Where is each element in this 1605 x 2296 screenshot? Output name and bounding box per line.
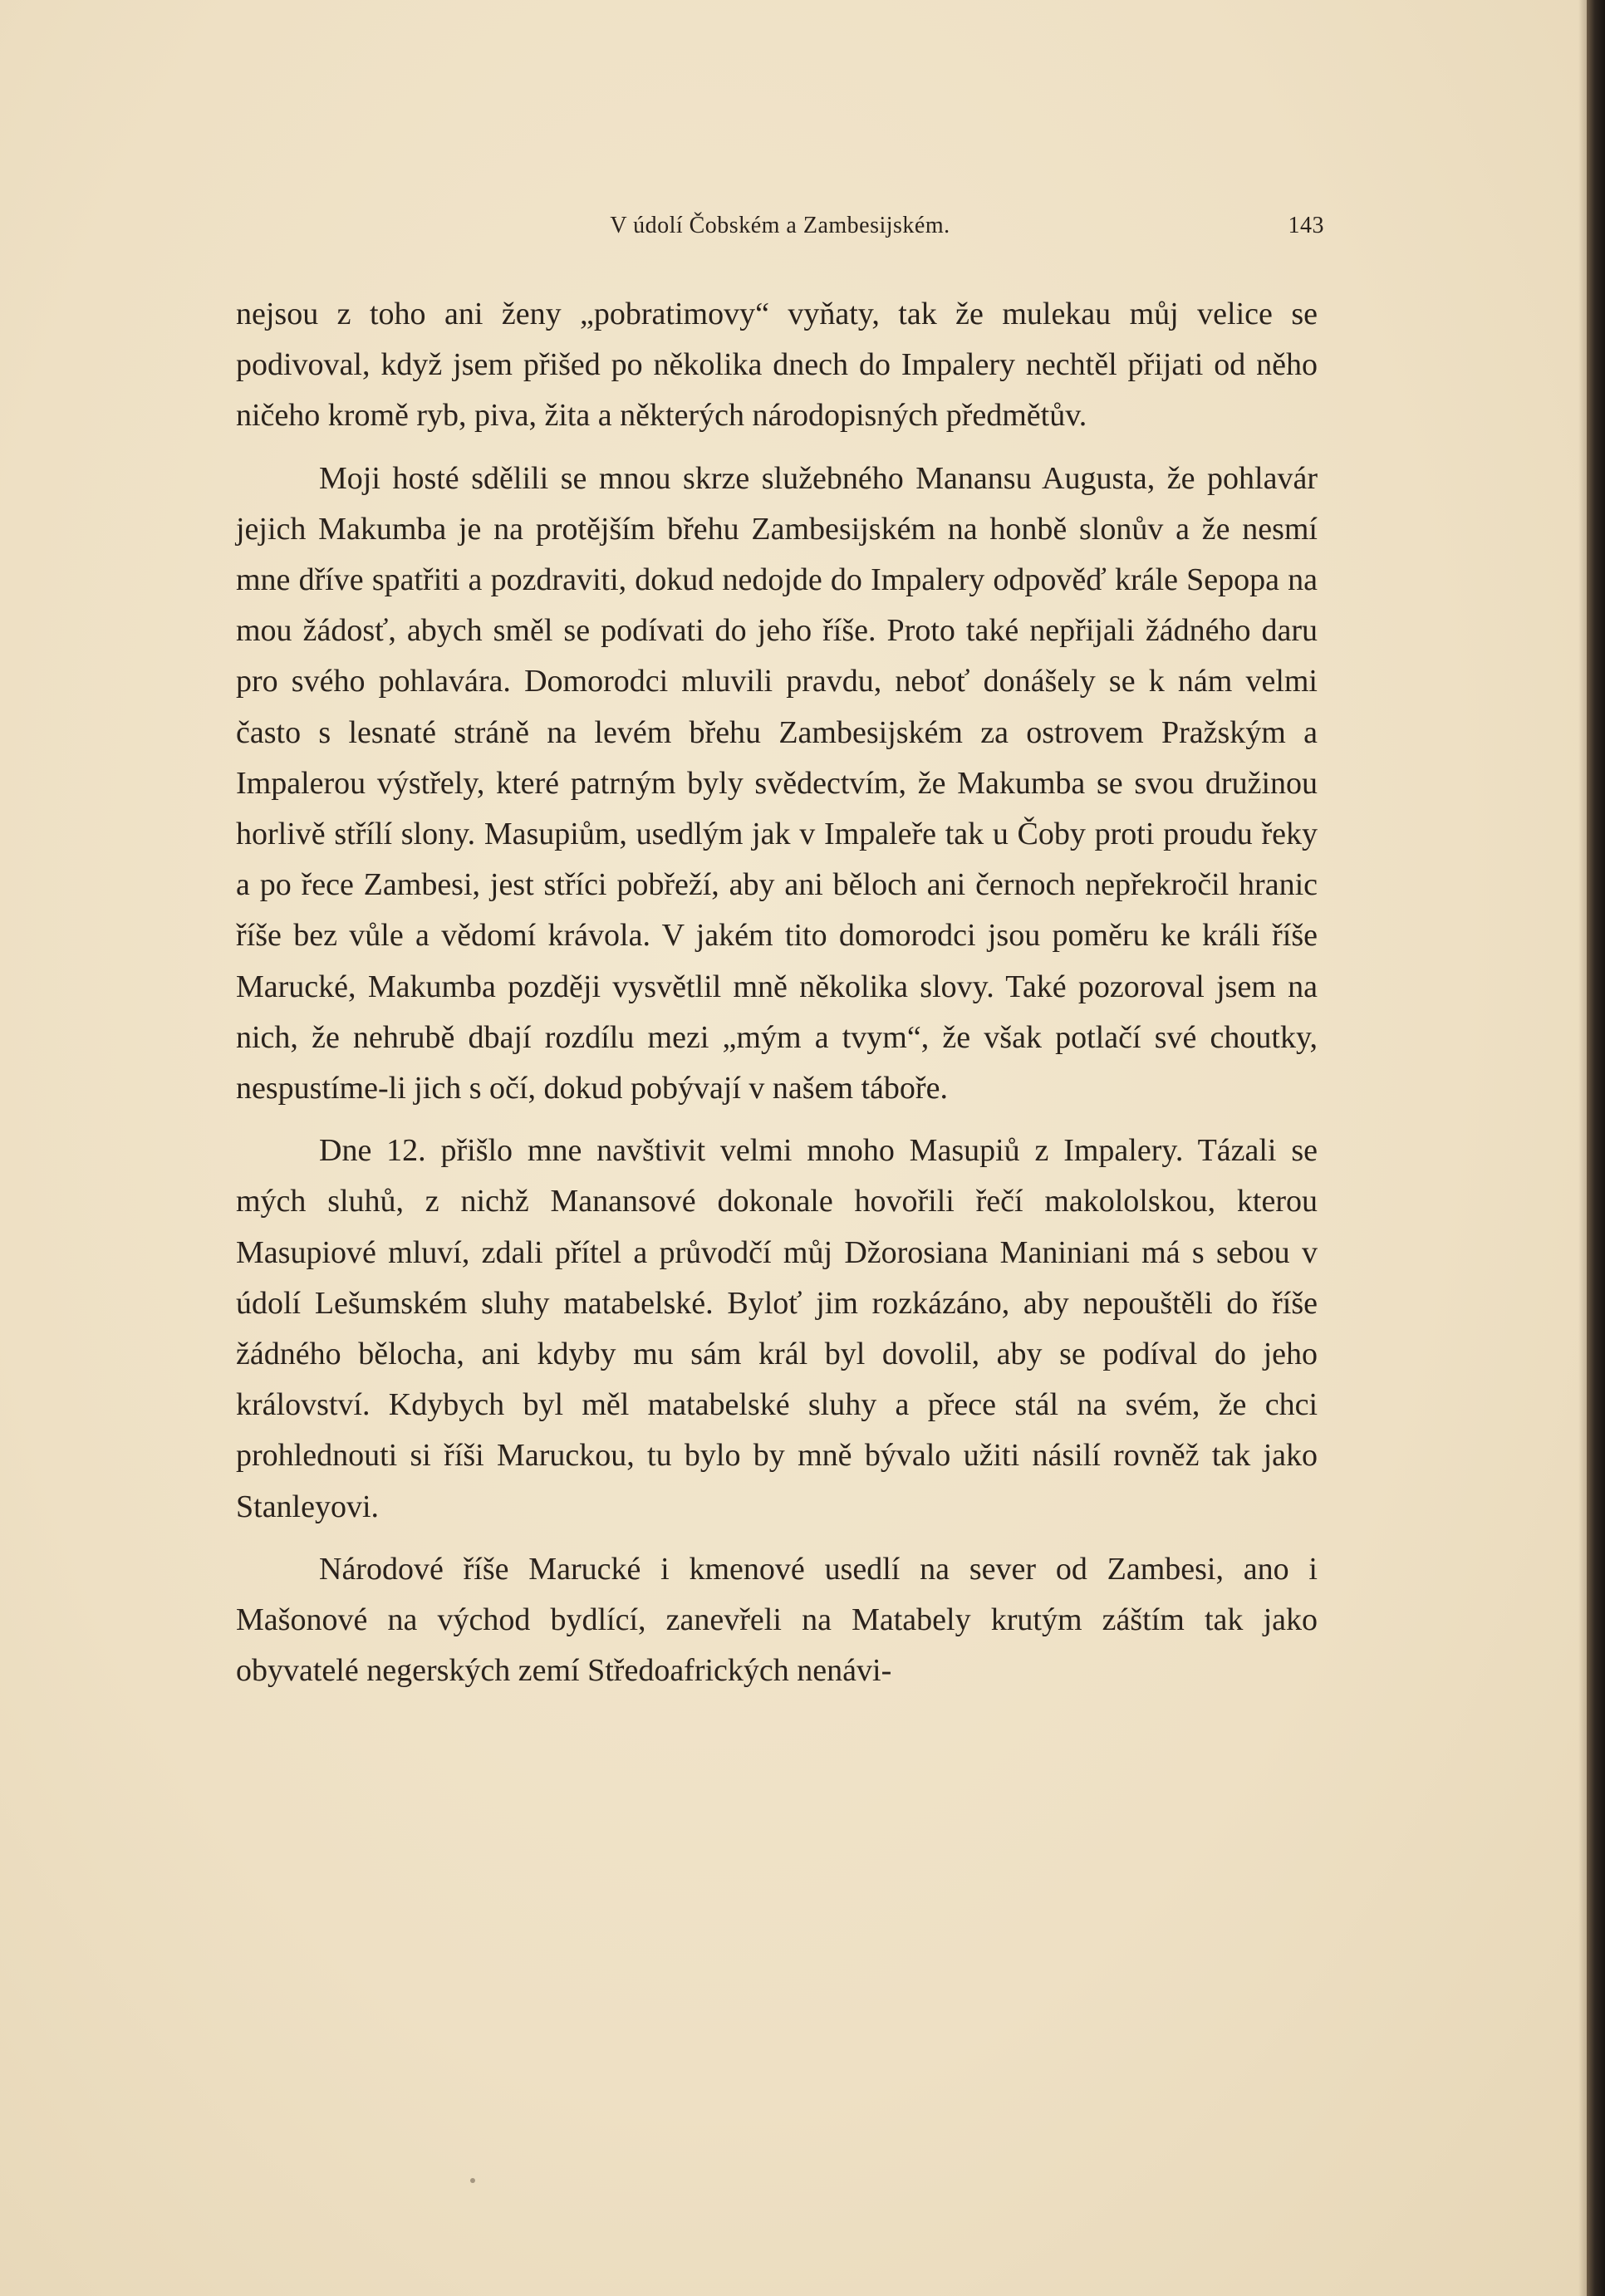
paragraph-1: nejsou z toho ani ženy „pobratimovy“ vyňaty, tak že mulekau můj velice se podivoval, když jsem přišed po několika dnech do Impalery nechtěl přijati od něho ničeho kromě ryb, piva, žita a některých národopisných předmětův. <box>236 297 1318 434</box>
page-number: 143 <box>1288 213 1324 238</box>
paragraph-3: Dne 12. přišlo mne navštivit velmi mnoho Masupiů z Impalery. Tázali se mých sluhů, z nichž Manansové dokonale hovořili řečí makololskou, kterou Masupiové mluví, zdali přítel a průvodčí můj Džorosiana Maniniani má s sebou v údolí Lešumském sluhy matabelské. Byloť jim rozkázáno, aby nepouštěli do říše žádného bělocha, ani kdyby mu sám král byl dovolil, aby se podíval do jeho království. Kdybych byl měl matabelské sluhy a přece stál na svém, že chci prohlednouti si říši Maruckou, tu bylo by mně bývalo užiti násilí rovněž tak jako Stanleyovi. <box>236 1133 1318 1524</box>
body-text <box>236 289 1318 1708</box>
paragraph-2: Moji hosté sdělili se mnou skrze služebného Manansu Augusta, že pohlavár jejich Makumba je na protějším břehu Zambesijském na honbě slonův a že nesmí mne dříve spatřiti a pozdraviti, dokud nedojde do Impalery odpověď krále Sepopa na mou žádosť, abych směl se podívati do jeho říše. Proto také nepřijali žádného daru pro svého pohlavára. Domorodci mluvili pravdu, neboť donášely se k nám velmi často s lesnaté stráně na levém břehu Zambesijském za ostrovem Pražským a Impalerou výstřely, které patrným byly svědectvím, že Makumba se svou družinou horlivě střílí slony. Masupiům, usedlým jak v Impaleře tak u Čoby proti proudu řeky a po řece Zambesi, jest stříci pobřeží, aby ani běloch ani černoch nepřekročil hranic říše bez vůle a vědomí krávola. V jakém tito domorodci jsou poměru ke králi říše Marucké, Makumba později vysvětlil mně několika slovy. Také pozoroval jsem na nich, že nehrubě dbají rozdílu mezi „mým a tvym“, že však potlačí své choutky, nespustíme-li jich s očí, dokud pobývají v našem táboře. <box>236 460 1318 1106</box>
running-title: V údolí Čobském a Zambesijském. <box>610 213 950 238</box>
paper-speck <box>470 2178 475 2183</box>
paragraph-4: Národové říše Marucké i kmenové usedlí na sever od Zambesi, ano i Mašonové na východ bydlící, zanevřeli na Matabely krutým záštím tak jako obyvatelé negerských zemí Středoafrických nenávi- <box>236 1551 1318 1689</box>
page-header <box>236 213 1324 246</box>
book-spine <box>1587 0 1605 2296</box>
gutter-shadow <box>1578 0 1587 2296</box>
